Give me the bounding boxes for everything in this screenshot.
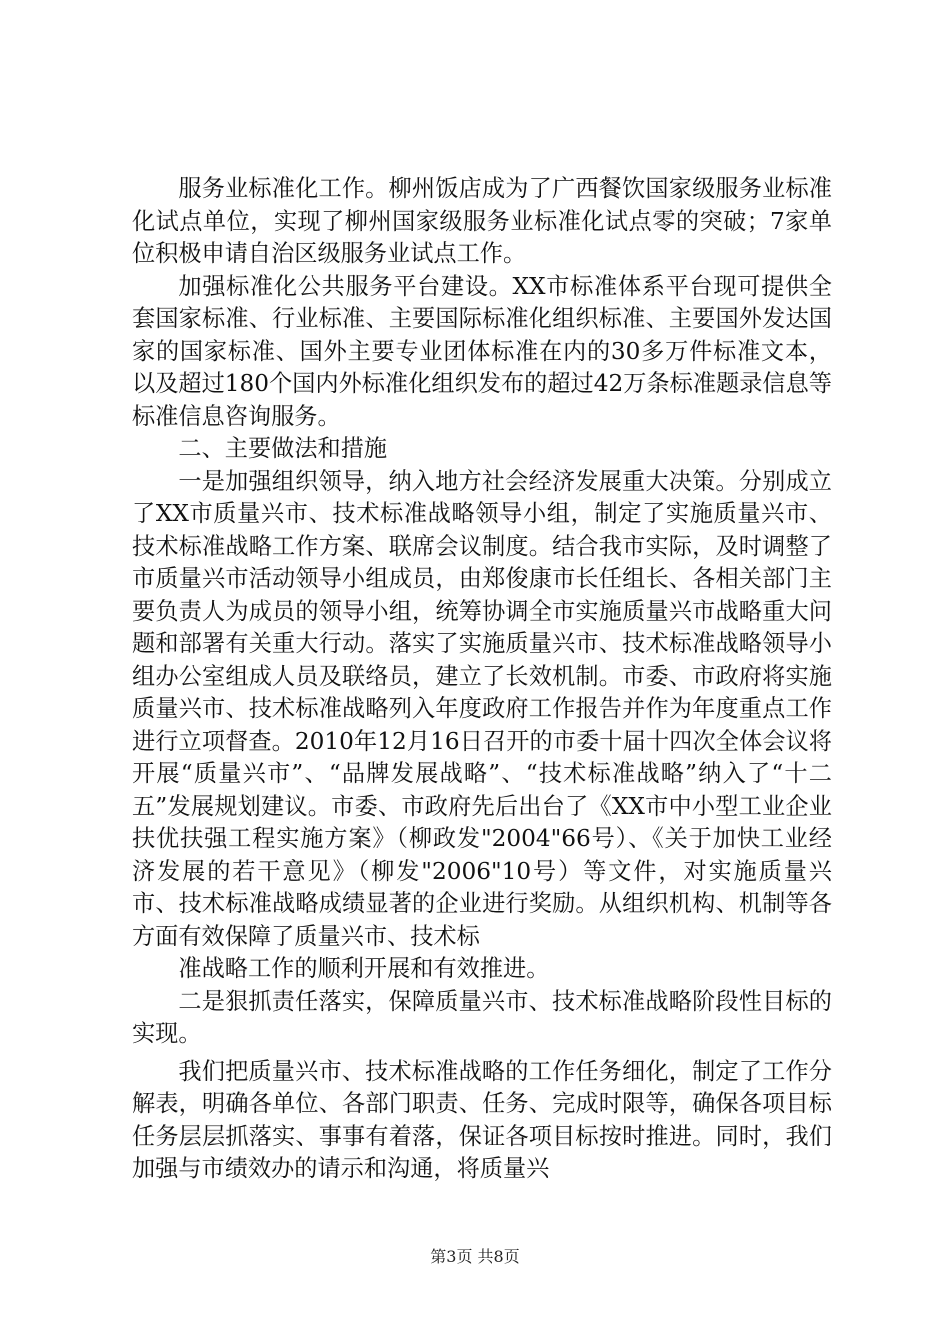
paragraph-organization-leadership: 一是加强组织领导，纳入地方社会经济发展重大决策。分别成立了XX市质量兴市、技术标准战略领导小组，制定了实施质量兴市、技术标准战略工作方案、联席会议制度。结合我市实际，及时调整了市质量兴市活动领导小组成员，由郑俊康市长任组长、各相关部门主要负责人为成员的领导小组，统筹协调全市实施质量兴市战略重大问题和部署有关重大行动。落实了实施质量兴市、技术标准战略领导小组办公室组成人员及联络员，建立了长效机制。市委、市政府将实施质量兴市、技术标准战略列入年度政府工作报告并作为年度重点工作进行立项督查。2010年12月16日召开的市委十届十四次全体会议将开展“质量兴市”、“品牌发展战略”、“技术标准战略”纳入了“十二五”发展规划建议。市委、市政府先后出台了《XX市中小型工业企业扶优扶强工程实施方案》（柳政发"2004"66号）、《关于加快工业经济发展的若干意见》（柳发"2006"10号）等文件，对实施质量兴市、技术标准战略成绩显著的企业进行奖励。从组织机构、机制等各方面有效保障了质量兴市、技术标 (132, 467, 832, 950)
document-body (132, 173, 832, 1186)
paragraph-continuation: 准战略工作的顺利开展和有效推进。 (178, 955, 550, 982)
section-heading: 二、主要做法和措施 (178, 435, 388, 462)
paragraph-task-breakdown: 我们把质量兴市、技术标准战略的工作任务细化，制定了工作分解表，明确各单位、各部门职责、任务、完成时限等，确保各项目标任务层层抓落实、事事有着落，保证各项目标按时推进。同时，我们加强与市绩效办的请示和沟通，将质量兴 (132, 1057, 832, 1182)
paragraph-public-service-platform: 加强标准化公共服务平台建设。XX市标准体系平台现可提供全套国家标准、行业标准、主要国际标准化组织标准、主要国外发达国家的国家标准、国外主要专业团体标准在内的30多万件标准文本，以及超过180个国内外标准化组织发布的超过42万条标准题录信息等标准信息咨询服务。 (132, 272, 832, 430)
paragraph-responsibility: 二是狠抓责任落实，保障质量兴市、技术标准战略阶段性目标的实现。 (132, 987, 832, 1047)
paragraph-service-standardization: 服务业标准化工作。柳州饭店成为了广西餐饮国家级服务业标准化试点单位，实现了柳州国家级服务业标准化试点零的突破；7家单位积极申请自治区级服务业试点工作。 (132, 175, 832, 267)
page-footer: 第3页 共8页 (430, 1247, 520, 1266)
